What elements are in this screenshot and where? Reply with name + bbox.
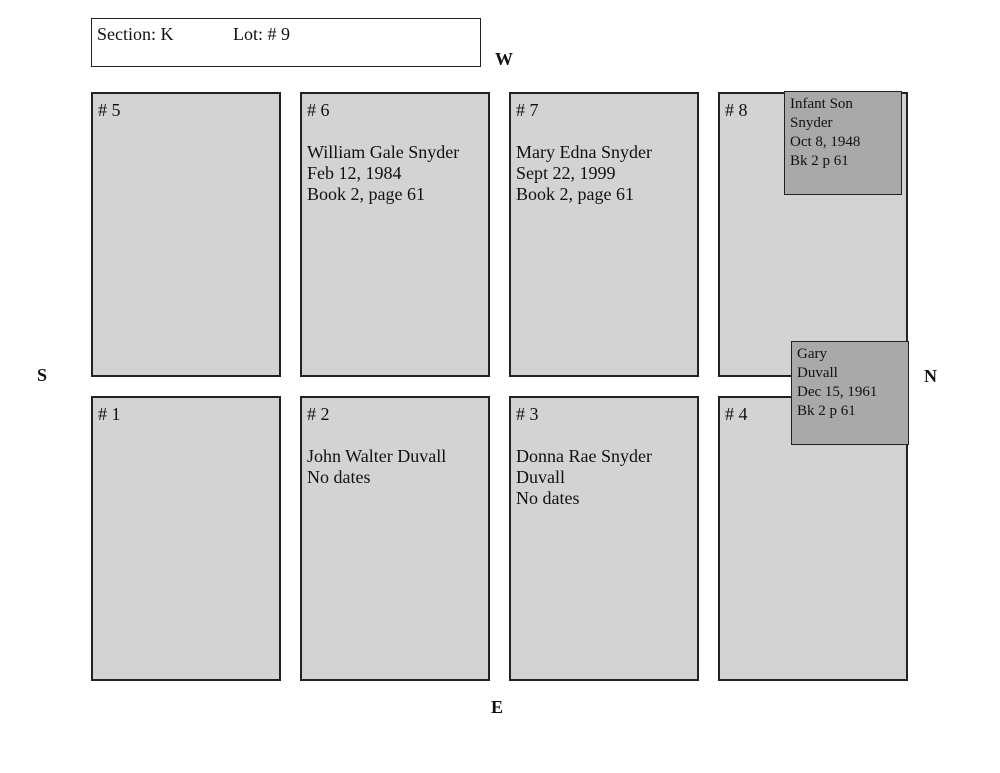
marker-line: Bk 2 p 61 bbox=[790, 153, 849, 169]
compass-west: W bbox=[495, 49, 513, 69]
burial-date: Sept 22, 1999 bbox=[516, 163, 616, 183]
burial-name: Mary Edna Snyder bbox=[516, 142, 652, 162]
marker-line: Dec 15, 1961 bbox=[797, 384, 878, 400]
burial-info bbox=[516, 142, 652, 205]
burial-name: Donna Rae Snyder bbox=[516, 446, 652, 466]
burial-info bbox=[307, 142, 459, 205]
burial-date: No dates bbox=[516, 488, 580, 508]
plot-number: # 3 bbox=[516, 404, 539, 424]
plot-5 bbox=[91, 92, 281, 377]
plot-number: # 2 bbox=[307, 404, 330, 424]
marker-line: Duvall bbox=[797, 365, 838, 381]
compass-south: S bbox=[37, 365, 48, 385]
burial-date: No dates bbox=[307, 467, 371, 487]
plot-6 bbox=[300, 92, 490, 377]
plot-number: # 6 bbox=[307, 100, 330, 120]
plot-number: # 4 bbox=[725, 404, 748, 424]
burial-info bbox=[307, 446, 446, 488]
burial-marker-infant-snyder bbox=[784, 91, 902, 195]
burial-name: John Walter Duvall bbox=[307, 446, 447, 466]
plot-number: # 8 bbox=[725, 100, 748, 120]
plot-2 bbox=[300, 396, 490, 681]
burial-info bbox=[516, 446, 652, 509]
burial-name-cont: Duvall bbox=[516, 467, 565, 487]
burial-record: Book 2, page 61 bbox=[516, 184, 634, 204]
burial-record: Book 2, page 61 bbox=[307, 184, 425, 204]
plot-1 bbox=[91, 396, 281, 681]
plot-3 bbox=[509, 396, 699, 681]
plot-number: # 7 bbox=[516, 100, 539, 120]
burial-name: William Gale Snyder bbox=[307, 142, 460, 162]
plot-number: # 1 bbox=[98, 404, 121, 424]
plot-number: # 5 bbox=[98, 100, 121, 120]
compass-east: E bbox=[491, 697, 504, 717]
burial-marker-gary-duvall bbox=[791, 341, 909, 445]
burial-date: Feb 12, 1984 bbox=[307, 163, 402, 183]
compass-north: N bbox=[924, 366, 937, 386]
marker-line: Oct 8, 1948 bbox=[790, 134, 861, 150]
marker-line: Infant Son bbox=[790, 96, 853, 112]
plot-7 bbox=[509, 92, 699, 377]
marker-line: Gary bbox=[797, 346, 827, 362]
lot-label: Lot: # 9 bbox=[233, 24, 290, 44]
marker-line: Snyder bbox=[790, 115, 833, 131]
section-lot-header bbox=[91, 18, 481, 67]
section-label: Section: K bbox=[97, 24, 174, 44]
marker-line: Bk 2 p 61 bbox=[797, 403, 856, 419]
